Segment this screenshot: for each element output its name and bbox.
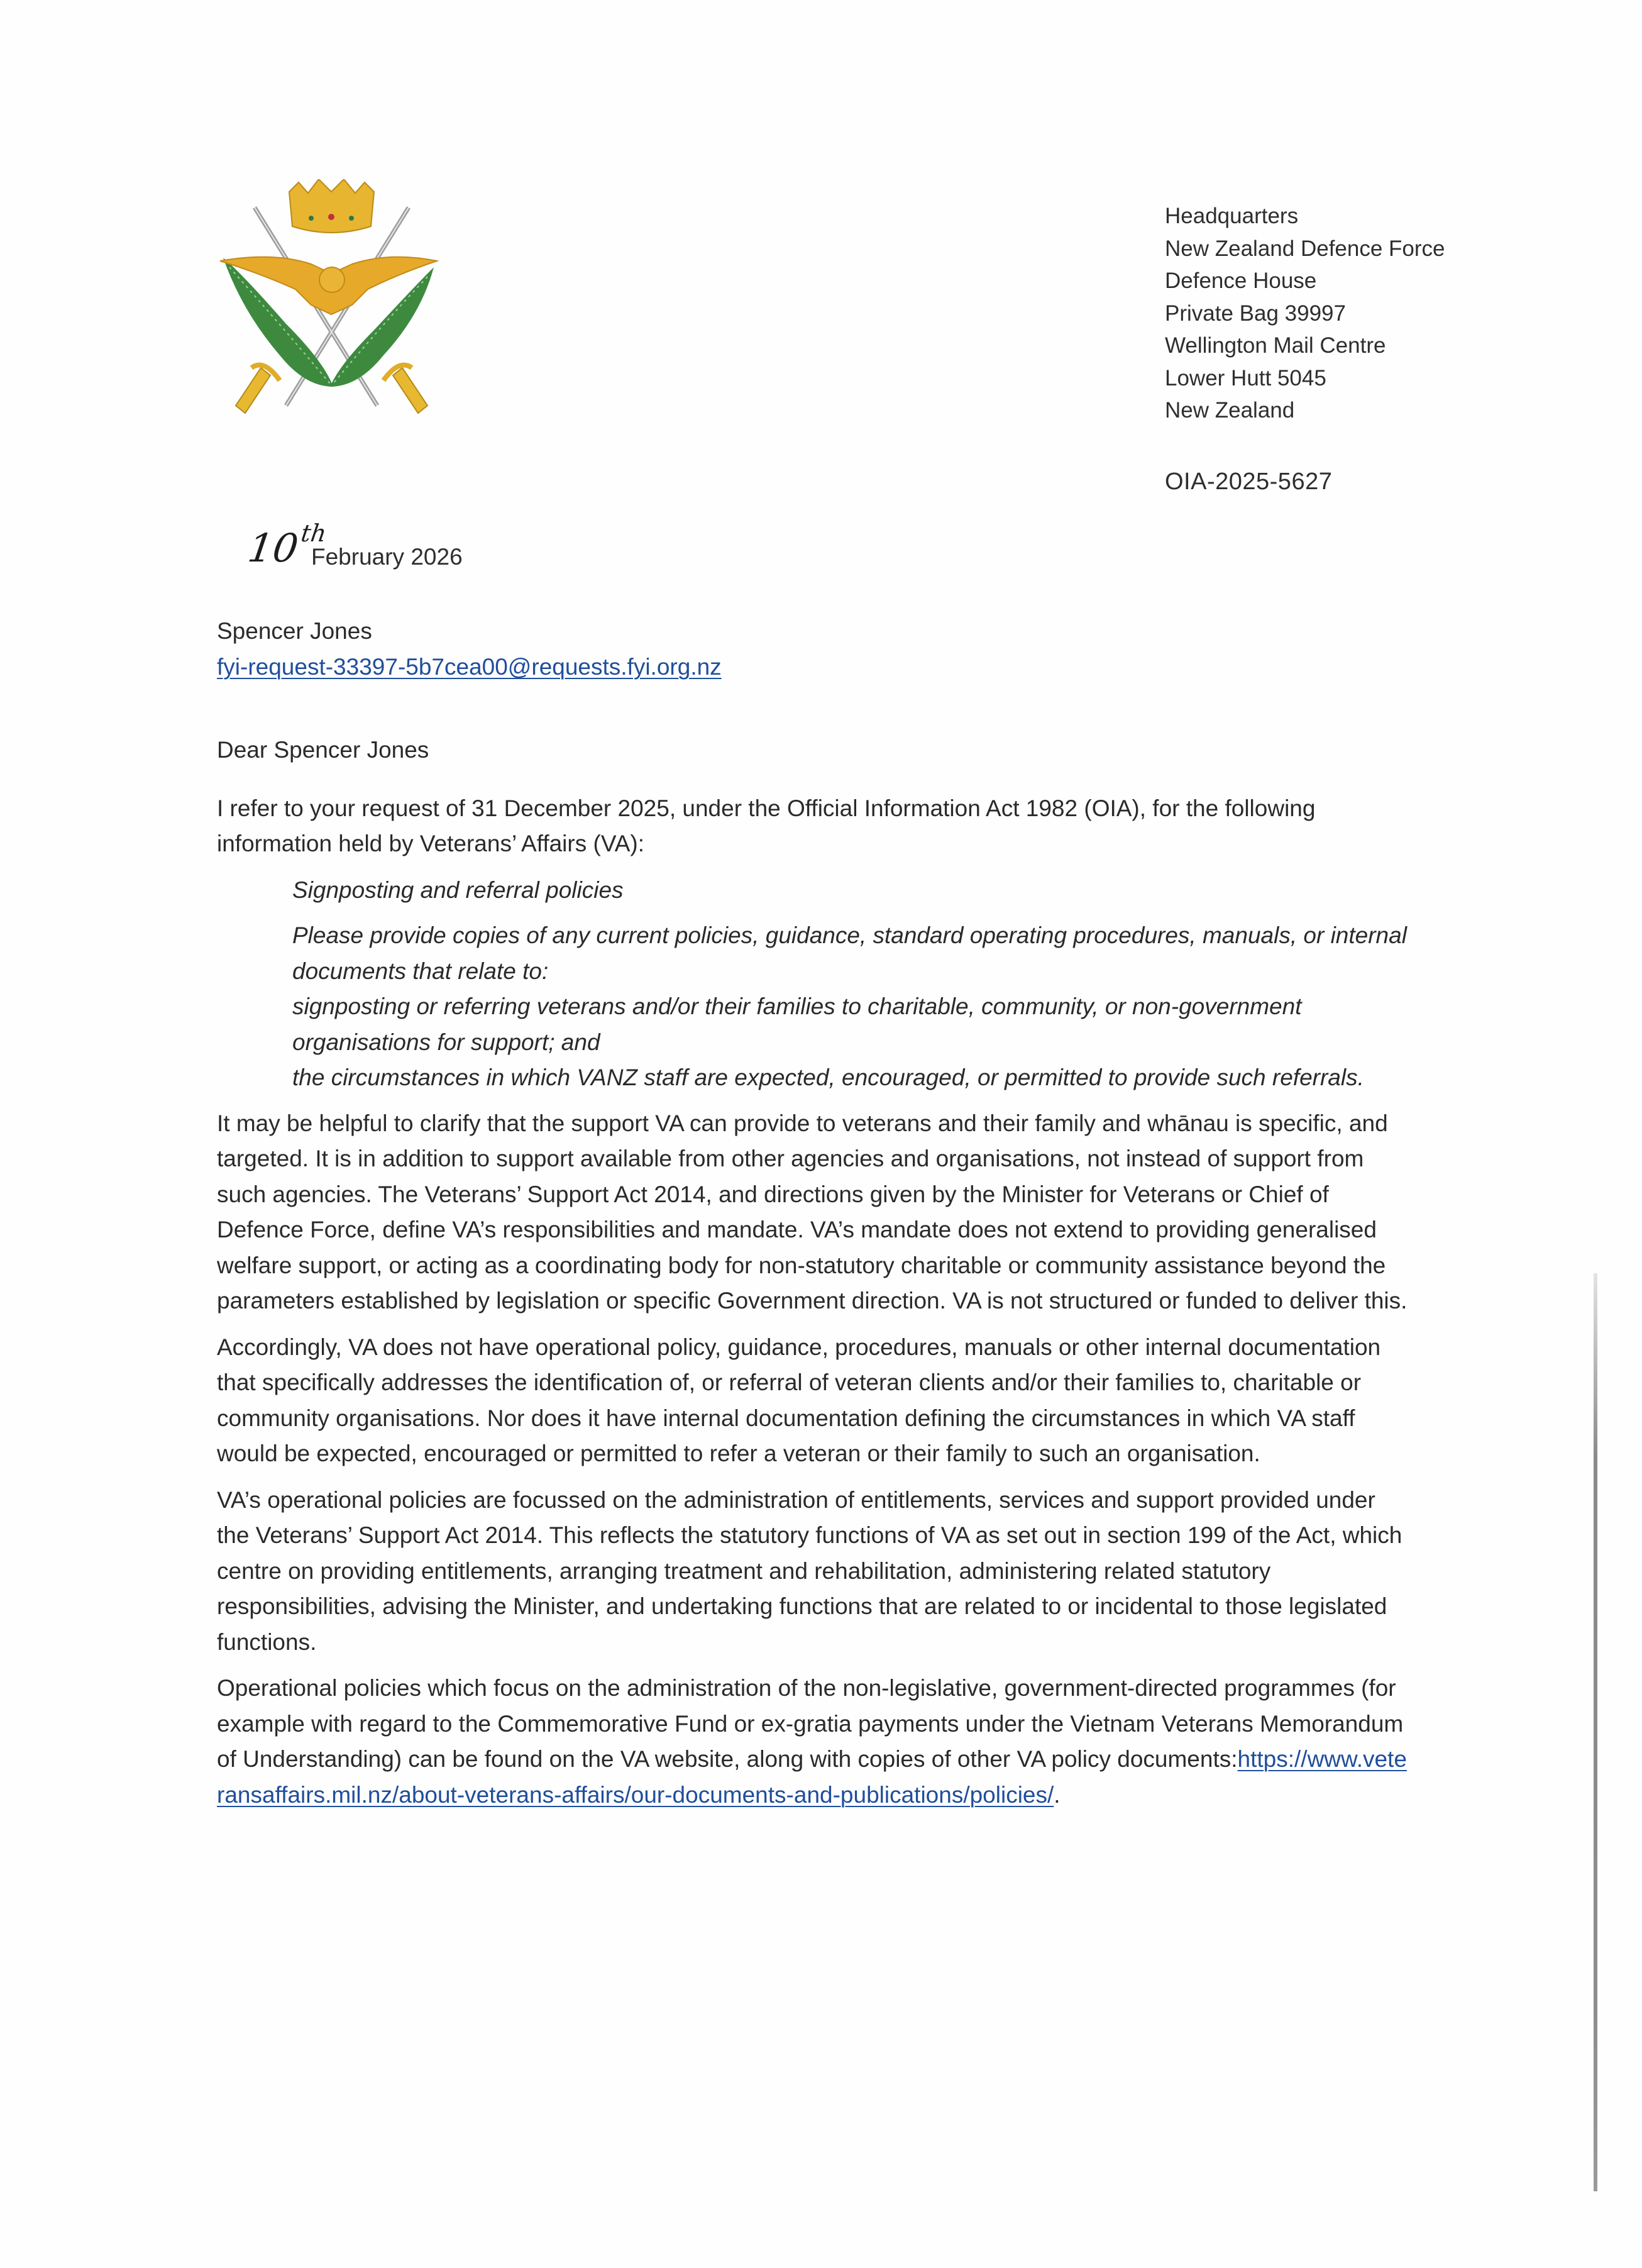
recipient-block <box>217 613 722 685</box>
handwritten-day: 10th <box>245 519 329 571</box>
oia-reference-number: OIA-2025-5627 <box>1165 468 1333 495</box>
address-line: Defence House <box>1165 268 1317 293</box>
va-policies-link[interactable]: https://www.veteransaffairs.mil.nz/about-veterans-affairs/our-documents-and-publications/policies/ <box>217 1746 1407 1808</box>
salutation: Dear Spencer Jones <box>217 737 429 763</box>
quoted-request <box>292 873 1411 1096</box>
quoted-request-heading: Signposting and referral policies <box>292 877 624 903</box>
address-line: Private Bag 39997 <box>1165 301 1346 326</box>
letter-body <box>217 733 1411 1823</box>
address-line: Lower Hutt 5045 <box>1165 365 1326 390</box>
quoted-request-text: Please provide copies of any current policies, guidance, standard operating procedures, manuals, or internal documents that relate to: <box>292 922 1407 984</box>
date-month-year: February 2026 <box>311 544 463 570</box>
body-paragraph: It may be helpful to clarify that the support VA can provide to veterans and their family and whānau is specific, and targeted. It is in addition to support available from other agencies and organisations, not instead of support from such agencies. The Veterans’ Support Act 2014, and directions given by the Minister for Veterans or Chief of Defence Force, define VA’s responsibilities and mandate. VA’s mandate does not extend to providing generalised welfare support, or acting as a coordinating body for non-statutory charitable or community assistance beyond the parameters established by legislation or specific Government direction. VA is not structured or funded to deliver this. <box>217 1110 1408 1314</box>
intro-paragraph: I refer to your request of 31 December 2025, under the Official Information Act 1982 (OIA), for the following information held by Veterans’ Affairs (VA): <box>217 795 1316 856</box>
quoted-request-item: signposting or referring veterans and/or their families to charitable, community, or non-government organisations for support; and <box>292 993 1302 1055</box>
recipient-email-link[interactable]: fyi-request-33397-5b7cea00@requests.fyi.org.nz <box>217 654 722 680</box>
address-line: New Zealand <box>1165 398 1295 423</box>
scan-edge-artifact <box>1594 1273 1597 2191</box>
address-line: Headquarters <box>1165 204 1299 228</box>
sender-address <box>1165 200 1445 427</box>
address-line: Wellington Mail Centre <box>1165 333 1386 358</box>
address-line: New Zealand Defence Force <box>1165 236 1445 261</box>
recipient-name: Spencer Jones <box>217 618 372 644</box>
quoted-request-item: the circumstances in which VANZ staff are expected, encouraged, or permitted to provide such referrals. <box>292 1065 1364 1090</box>
body-paragraph: Accordingly, VA does not have operational policy, guidance, procedures, manuals or other internal documentation that specifically addresses the identification of, or referral of veteran clients and/or their families to, charitable or community organisations. Nor does it have internal documentation defining the circumstances in which VA staff would be expected, encouraged or permitted to refer a veteran or their family to such an organisation. <box>217 1334 1381 1466</box>
body-paragraph: VA’s operational policies are focussed on the administration of entitlements, services and support provided under the Veterans’ Support Act 2014. This reflects the statutory functions of VA as set out in section 199 of the Act, which centre on providing entitlements, arranging treatment and rehabilitation, administering related statutory responsibilities, advising the Minister, and undertaking functions that are related to or incidental to those legislated functions. <box>217 1486 1402 1655</box>
final-paragraph: Operational policies which focus on the administration of the non-legislative, government-directed programmes (for example with regard to the Commemorative Fund or ex-gratia payments under the Vietnam Veterans Memorandum of Understanding) can be found on the VA website, along with copies of other VA policy documents:https://www.veteransaffairs.mil.nz/about-veterans-affairs/our-documents-and-publications/policies/. <box>217 1675 1407 1808</box>
nzdf-crest-icon <box>217 179 440 418</box>
